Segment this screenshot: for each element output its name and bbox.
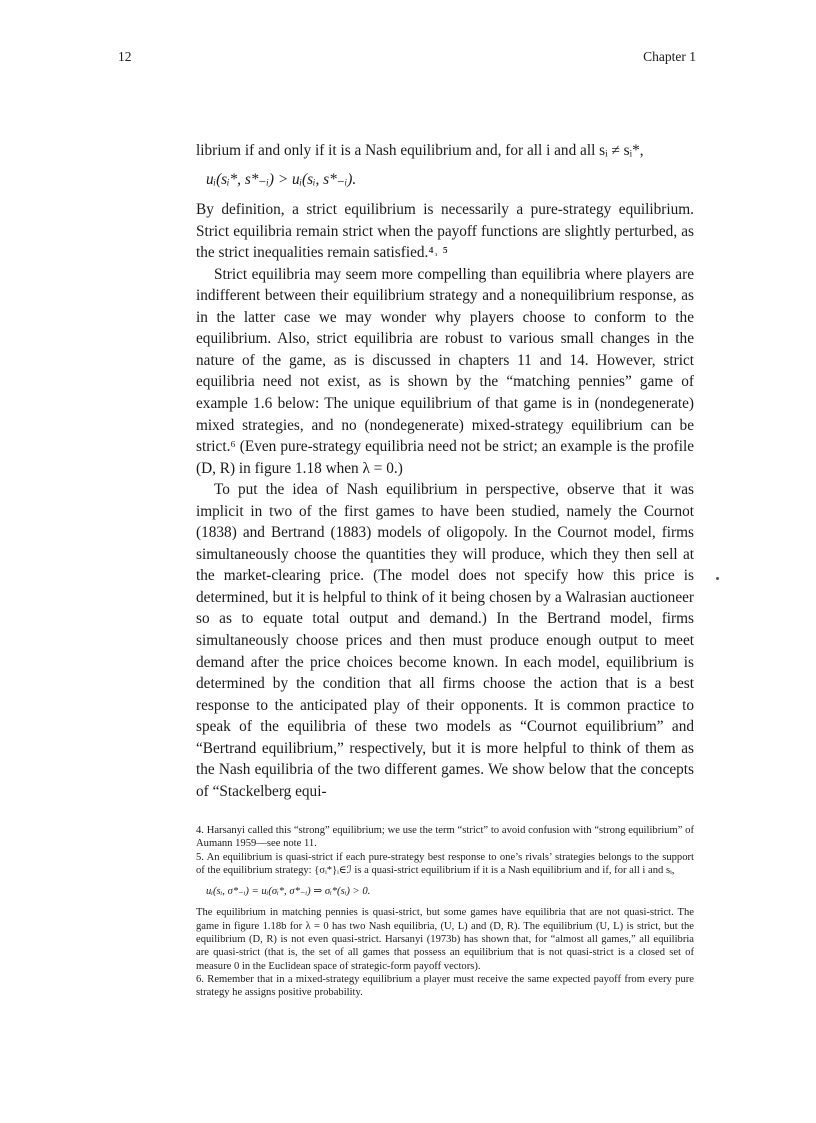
footnote-5-continued: The equilibrium in matching pennies is quasi-strict, but some games have equilibria that are not quasi-strict. The game in figure 1.18b for λ = 0 has two Nash equilibria, (U, L) and (D, R). The equilibrium (U, L) is strict, but the equilibrium (D, R) is not even quasi-strict. Harsanyi (1973b) has shown that, for “almost all games,” all equilibria are quasi-strict (that is, the set of all games that possess an equilibrium that is not quasi-strict is a closed set of measure 0 in the Euclidean space of strategic-form payoff vectors). <box>196 907 694 972</box>
paragraph-strict-compelling: Strict equilibria may seem more compelling than equilibria where players are indifferent between their equilibrium strategy and a nonequilibrium response, as in the latter case we may wonder why players choose to conform to the equilibrium. Also, strict equilibria are robust to various small changes in the nature of the game, as is discussed in chapters 11 and 14. However, strict equilibria need not exist, as is shown by the “matching pennies” game of example 1.6 below: The unique equilibrium of that game is in (nondegenerate) mixed strategies, and no (nondegenerate) mixed-strategy equilibrium can be strict.⁶ (Even pure-strategy equilibria need not be strict; an example is the profile (D, R) in figure 1.18 when λ = 0.) <box>196 265 694 477</box>
footnotes <box>196 824 694 1000</box>
paragraph-cournot-bertrand: To put the idea of Nash equilibrium in perspective, observe that it was implicit in two of the first games to have been studied, namely the Cournot (1838) and Bertrand (1883) models of oligopoly. In the Cournot model, firms simultaneously choose the quantities they will produce, which they then sell at the market-clearing price. (The model does not specify how this price is determined, but it is helpful to think of it being chosen by a Walrasian auctioneer so as to equate total output and demand.) In the Bertrand model, firms simultaneously choose prices and then must produce enough output to meet demand after the price choices become known. In each model, equilibrium is determined by the condition that all firms choose the action that is a best response to the anticipated play of their opponents. It is common practice to speak of the equilibria of these two models as “Cournot equilibrium” and “Bertrand equilibrium,” respectively, but it is more helpful to think of them as the Nash equilibria of the two different games. We show below that the concepts of “Stackelberg equi- <box>196 481 694 800</box>
footnote-5-equation: uᵢ(sᵢ, σ*₋ᵢ) = uᵢ(σᵢ*, σ*₋ᵢ) ⇒ σᵢ*(sᵢ) > 0. <box>206 886 371 898</box>
paragraph-definition-continued: librium if and only if it is a Nash equilibrium and, for all i and all sᵢ ≠ sᵢ*, <box>196 142 644 159</box>
stray-dot-mark <box>716 577 719 580</box>
running-header <box>118 49 696 67</box>
footnote-6: 6. Remember that in a mixed-strategy equilibrium a player must receive the same expected payoff from every pure strategy he assigns positive probability. <box>196 973 694 999</box>
footnote-4: 4. Harsanyi called this “strong” equilibrium; we use the term “strict” to avoid confusion with “strong equilibrium” of Aumann 1959—see note 11. <box>196 825 694 850</box>
page-number: 12 <box>118 49 132 64</box>
paragraph-strict-pure-strategy: By definition, a strict equilibrium is necessarily a pure-strategy equilibrium. Strict equilibria remain strict when the payoff functions are slightly perturbed, as the strict inequalities remain satisfied.⁴˒ ⁵ <box>196 201 694 262</box>
main-text <box>196 140 694 802</box>
strict-equilibrium-inequality: uᵢ(sᵢ*, s*₋ᵢ) > uᵢ(sᵢ, s*₋ᵢ). <box>206 170 357 188</box>
chapter-label: Chapter 1 <box>643 49 696 64</box>
footnote-5: 5. An equilibrium is quasi-strict if each pure-strategy best response to one’s rivals’ strategies belongs to the support of the equilibrium strategy: {σᵢ*}ᵢ∈ℐ is a quasi-strict equilibrium if it is a Nash equilibrium and if, for all i and sᵢ, <box>196 851 694 876</box>
